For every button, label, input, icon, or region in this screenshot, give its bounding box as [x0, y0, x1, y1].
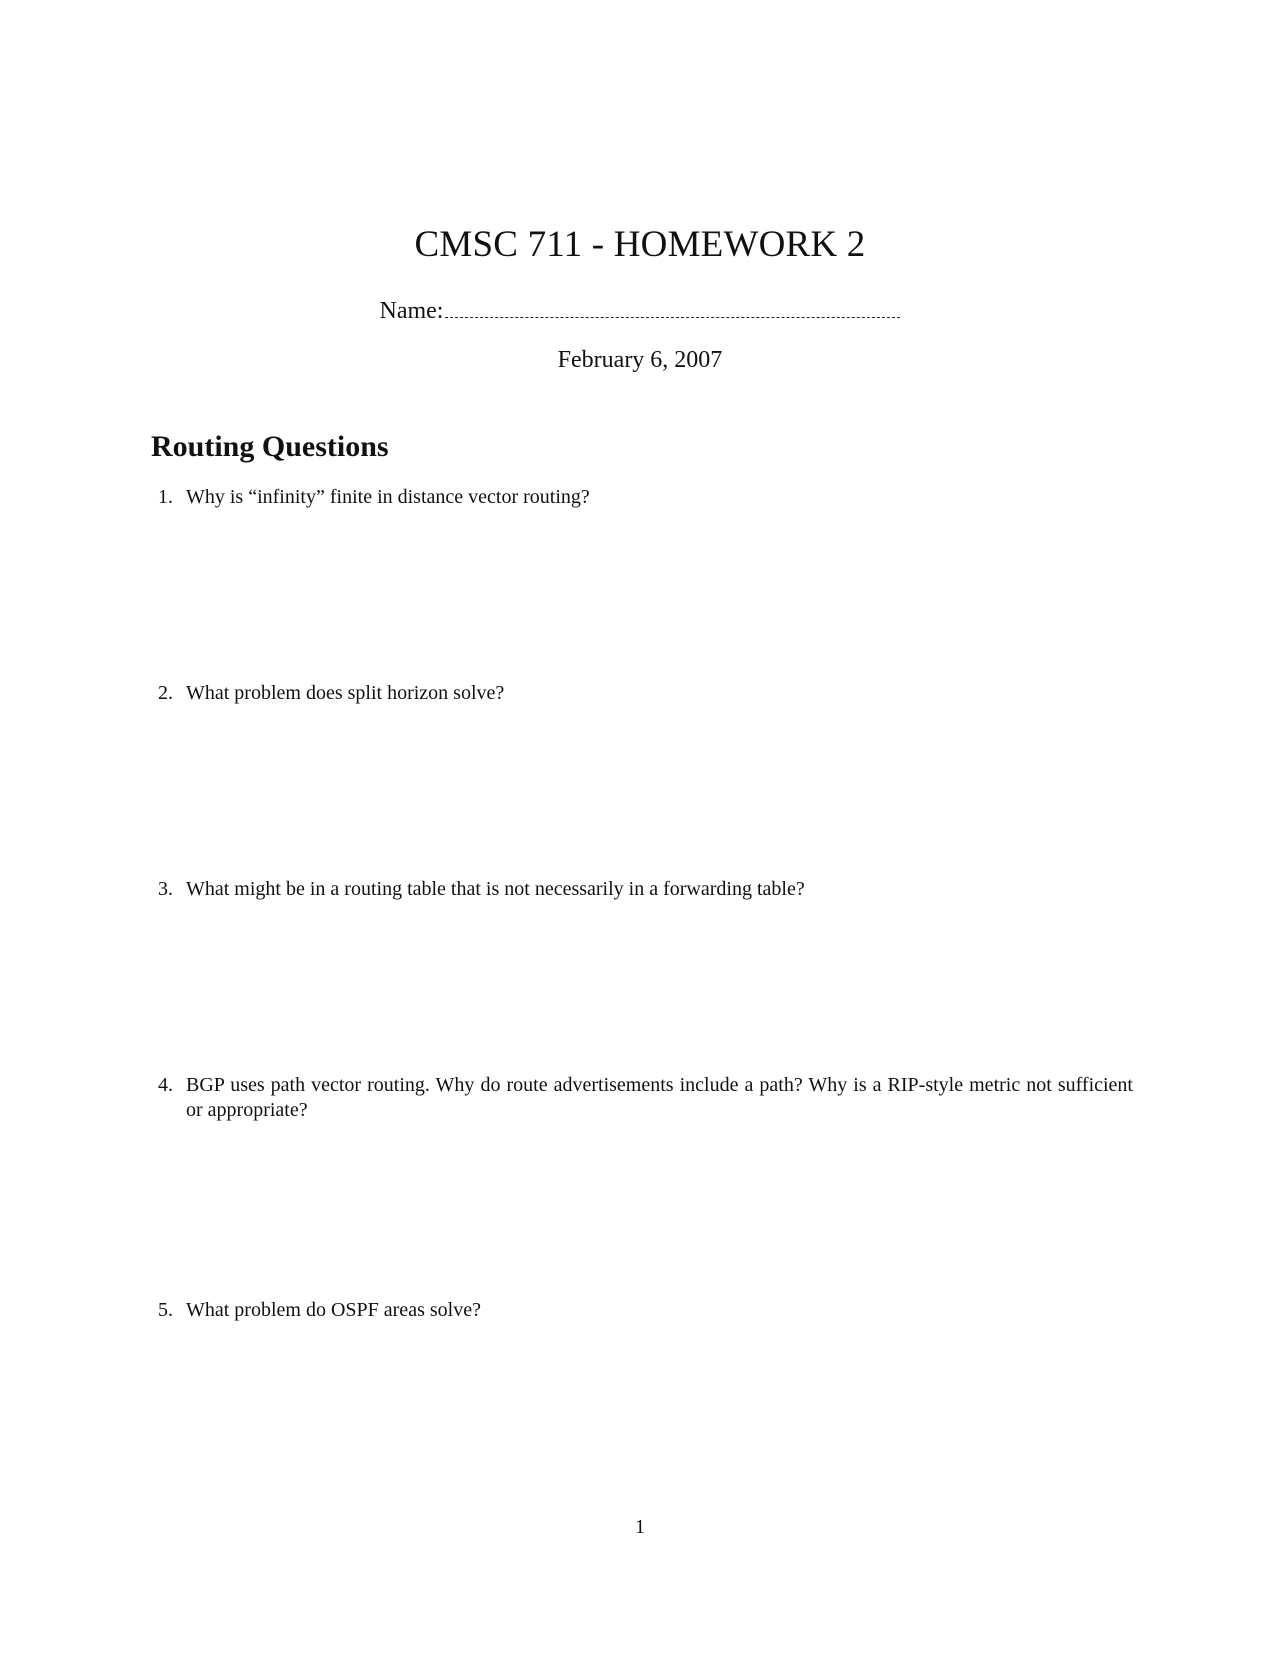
question-1	[158, 485, 1133, 510]
question-5	[158, 1298, 1133, 1323]
question-number: 5.	[158, 1299, 173, 1321]
page-number: 1	[635, 1516, 645, 1538]
question-number: 1.	[158, 486, 173, 508]
page-title: CMSC 711 - HOMEWORK 2	[414, 224, 866, 265]
question-2	[158, 681, 1133, 706]
question-3	[158, 877, 1133, 902]
name-label: Name:	[379, 298, 444, 324]
name-blank-underline	[445, 299, 900, 318]
question-text: What might be in a routing table that is not necessarily in a forwarding table?	[186, 878, 805, 900]
document-date: February 6, 2007	[557, 347, 723, 373]
question-text: What problem do OSPF areas solve?	[186, 1299, 481, 1321]
question-text: BGP uses path vector routing. Why do route advertisements include a path? Why is a RIP-style metric not sufficient or appropriate?	[186, 1074, 1133, 1121]
question-text: What problem does split horizon solve?	[186, 682, 505, 704]
question-4	[158, 1073, 1133, 1123]
name-field-line	[0, 296, 1280, 326]
question-number: 4.	[158, 1074, 173, 1096]
section-heading: Routing Questions	[151, 430, 389, 463]
question-text: Why is “infinity” finite in distance vector routing?	[186, 486, 590, 508]
question-number: 3.	[158, 878, 173, 900]
question-number: 2.	[158, 682, 173, 704]
